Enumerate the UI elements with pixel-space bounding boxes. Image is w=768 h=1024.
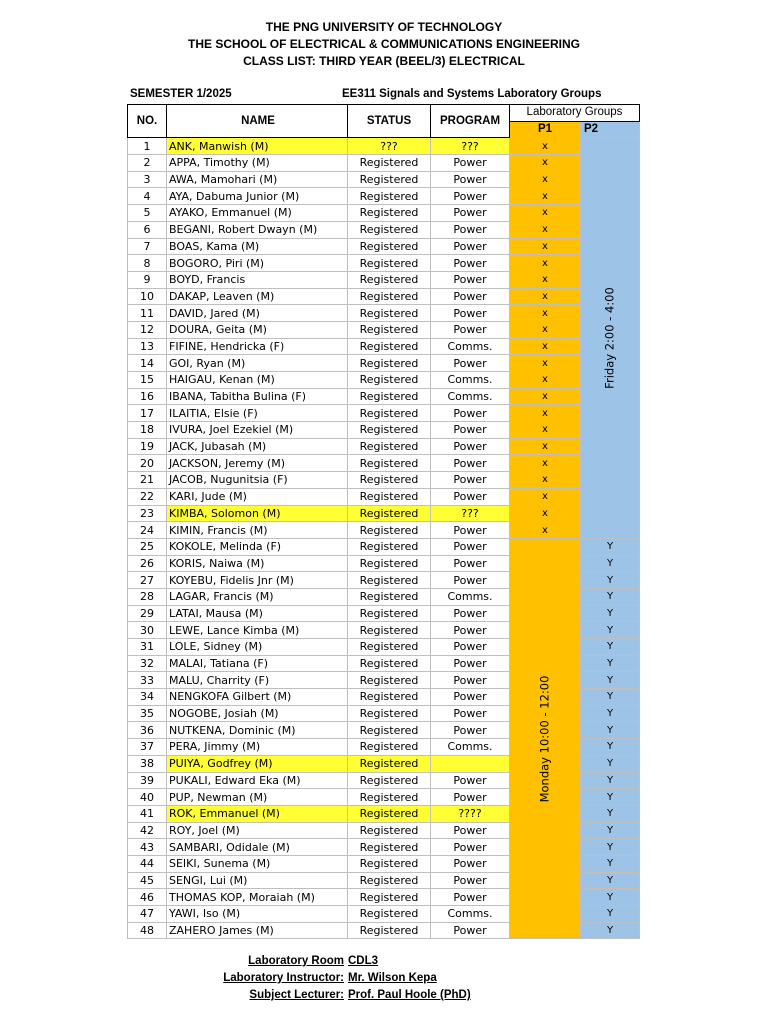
- row-p2-mark: Y: [581, 922, 640, 939]
- row-program: Power: [431, 889, 510, 906]
- row-status: Registered: [348, 505, 431, 522]
- row-status: Registered: [348, 388, 431, 405]
- row-p2-mark: Y: [581, 722, 640, 739]
- row-number: 30: [128, 622, 167, 639]
- row-name: AYA, Dabuma Junior (M): [167, 188, 348, 205]
- row-p1-mark: x: [510, 355, 581, 372]
- row-number: 19: [128, 438, 167, 455]
- row-name: BOGORO, Piri (M): [167, 255, 348, 272]
- row-name: BOAS, Kama (M): [167, 238, 348, 255]
- p2-header: P2: [581, 121, 640, 138]
- row-program: Power: [431, 305, 510, 322]
- row-number: 43: [128, 839, 167, 856]
- row-number: 1: [128, 138, 167, 155]
- row-number: 40: [128, 789, 167, 806]
- row-p1-mark: x: [510, 188, 581, 205]
- table-row: [128, 538, 640, 555]
- row-program: ???: [431, 138, 510, 155]
- row-number: 48: [128, 922, 167, 939]
- row-name: JACOB, Nugunitsia (F): [167, 472, 348, 489]
- row-p1-mark: x: [510, 221, 581, 238]
- row-name: AYAKO, Emmanuel (M): [167, 205, 348, 222]
- table-row: [128, 188, 640, 205]
- row-program: Power: [431, 605, 510, 622]
- row-program: Comms.: [431, 372, 510, 389]
- table-row: [128, 472, 640, 489]
- row-name: JACKSON, Jeremy (M): [167, 455, 348, 472]
- instructor-value: Mr. Wilson Kepa: [348, 972, 437, 984]
- row-p1-mark: x: [510, 488, 581, 505]
- row-name: APPA, Timothy (M): [167, 155, 348, 172]
- row-program: Power: [431, 522, 510, 539]
- table-row: [128, 505, 640, 522]
- row-name: ANK, Manwish (M): [167, 138, 348, 155]
- row-p1-mark: x: [510, 238, 581, 255]
- row-p2-mark: Y: [581, 805, 640, 822]
- row-status: Registered: [348, 639, 431, 656]
- row-p2-mark: Y: [581, 755, 640, 772]
- row-status: Registered: [348, 906, 431, 923]
- row-status: Registered: [348, 522, 431, 539]
- row-p1-mark: x: [510, 255, 581, 272]
- row-name: THOMAS KOP, Moraiah (M): [167, 889, 348, 906]
- row-status: Registered: [348, 772, 431, 789]
- col-program-header: PROGRAM: [431, 105, 510, 138]
- row-status: Registered: [348, 739, 431, 756]
- row-name: PUIYA, Godfrey (M): [167, 755, 348, 772]
- row-p2-mark: Y: [581, 639, 640, 656]
- row-status: Registered: [348, 205, 431, 222]
- class-list-title: CLASS LIST: THIRD YEAR (BEEL/3) ELECTRICAL: [243, 54, 525, 68]
- row-name: SEIKI, Sunema (M): [167, 855, 348, 872]
- row-status: Registered: [348, 839, 431, 856]
- col-no-header: NO.: [128, 105, 167, 138]
- row-name: SAMBARI, Odidale (M): [167, 839, 348, 856]
- row-program: Power: [431, 472, 510, 489]
- table-row: [128, 321, 640, 338]
- p1-time-cell: [510, 538, 581, 939]
- row-status: Registered: [348, 372, 431, 389]
- row-p2-mark: Y: [581, 555, 640, 572]
- row-status: Registered: [348, 355, 431, 372]
- p1-header: P1: [510, 121, 581, 138]
- university-title: THE PNG UNIVERSITY OF TECHNOLOGY: [265, 20, 503, 34]
- table-row: [128, 138, 640, 155]
- row-status: Registered: [348, 288, 431, 305]
- row-number: 3: [128, 171, 167, 188]
- row-p2-mark: Y: [581, 655, 640, 672]
- row-number: 22: [128, 488, 167, 505]
- row-number: 8: [128, 255, 167, 272]
- table-row: [128, 221, 640, 238]
- row-program: Power: [431, 872, 510, 889]
- row-p2-mark: Y: [581, 772, 640, 789]
- row-program: Power: [431, 922, 510, 939]
- row-status: Registered: [348, 588, 431, 605]
- row-program: Power: [431, 271, 510, 288]
- row-p1-mark: x: [510, 305, 581, 322]
- row-number: 11: [128, 305, 167, 322]
- row-number: 33: [128, 672, 167, 689]
- row-name: LEWE, Lance Kimba (M): [167, 622, 348, 639]
- row-p1-mark: x: [510, 271, 581, 288]
- row-number: 39: [128, 772, 167, 789]
- class-list-table: [127, 104, 640, 939]
- row-program: Power: [431, 705, 510, 722]
- row-program: ???: [431, 505, 510, 522]
- row-name: PUP, Newman (M): [167, 789, 348, 806]
- row-number: 24: [128, 522, 167, 539]
- row-number: 5: [128, 205, 167, 222]
- row-program: Power: [431, 438, 510, 455]
- row-p1-mark: x: [510, 205, 581, 222]
- row-name: KIMIN, Francis (M): [167, 522, 348, 539]
- row-name: NOGOBE, Josiah (M): [167, 705, 348, 722]
- row-number: 45: [128, 872, 167, 889]
- row-program: Power: [431, 622, 510, 639]
- row-number: 35: [128, 705, 167, 722]
- row-p2-mark: Y: [581, 889, 640, 906]
- table-row: [128, 388, 640, 405]
- row-number: 28: [128, 588, 167, 605]
- row-name: ROK, Emmanuel (M): [167, 805, 348, 822]
- row-number: 9: [128, 271, 167, 288]
- row-p2-mark: Y: [581, 906, 640, 923]
- table-row: [128, 155, 640, 172]
- row-status: ???: [348, 138, 431, 155]
- row-status: Registered: [348, 305, 431, 322]
- row-program: Power: [431, 221, 510, 238]
- row-number: 13: [128, 338, 167, 355]
- row-status: Registered: [348, 755, 431, 772]
- row-program: Power: [431, 639, 510, 656]
- row-program: Comms.: [431, 739, 510, 756]
- row-status: Registered: [348, 422, 431, 439]
- row-number: 16: [128, 388, 167, 405]
- row-status: Registered: [348, 188, 431, 205]
- row-name: KORIS, Naiwa (M): [167, 555, 348, 572]
- row-name: BOYD, Francis: [167, 271, 348, 288]
- row-status: Registered: [348, 672, 431, 689]
- table-row: [128, 422, 640, 439]
- row-p1-mark: x: [510, 388, 581, 405]
- row-name: IBANA, Tabitha Bulina (F): [167, 388, 348, 405]
- row-p1-mark: x: [510, 455, 581, 472]
- row-program: Power: [431, 288, 510, 305]
- row-status: Registered: [348, 321, 431, 338]
- row-name: GOI, Ryan (M): [167, 355, 348, 372]
- row-status: Registered: [348, 171, 431, 188]
- row-status: Registered: [348, 722, 431, 739]
- row-name: IVURA, Joel Ezekiel (M): [167, 422, 348, 439]
- row-p2-mark: Y: [581, 689, 640, 706]
- lecturer-value: Prof. Paul Hoole (PhD): [348, 989, 471, 1001]
- row-number: 18: [128, 422, 167, 439]
- row-name: DAKAP, Leaven (M): [167, 288, 348, 305]
- row-name: KIMBA, Solomon (M): [167, 505, 348, 522]
- row-p1-mark: x: [510, 405, 581, 422]
- row-name: LAGAR, Francis (M): [167, 588, 348, 605]
- row-program: Power: [431, 455, 510, 472]
- table-row: [128, 338, 640, 355]
- row-number: 14: [128, 355, 167, 372]
- semester-label: SEMESTER 1/2025: [130, 88, 232, 100]
- row-status: Registered: [348, 572, 431, 589]
- row-program: Power: [431, 188, 510, 205]
- row-name: DOURA, Geita (M): [167, 321, 348, 338]
- row-name: LOLE, Sidney (M): [167, 639, 348, 656]
- row-number: 36: [128, 722, 167, 739]
- row-name: ZAHERO James (M): [167, 922, 348, 939]
- row-status: Registered: [348, 488, 431, 505]
- row-status: Registered: [348, 155, 431, 172]
- row-p1-mark: x: [510, 505, 581, 522]
- row-program: Power: [431, 538, 510, 555]
- row-name: SENGI, Lui (M): [167, 872, 348, 889]
- row-program: Power: [431, 155, 510, 172]
- table-row: [128, 171, 640, 188]
- row-number: 32: [128, 655, 167, 672]
- row-program: Power: [431, 672, 510, 689]
- table-row: [128, 288, 640, 305]
- row-number: 42: [128, 822, 167, 839]
- row-status: Registered: [348, 705, 431, 722]
- row-status: Registered: [348, 455, 431, 472]
- row-p1-mark: x: [510, 155, 581, 172]
- row-program: Comms.: [431, 338, 510, 355]
- row-status: Registered: [348, 605, 431, 622]
- col-groups-header: Laboratory Groups: [510, 105, 640, 122]
- row-name: NUTKENA, Dominic (M): [167, 722, 348, 739]
- row-program: Power: [431, 422, 510, 439]
- table-row: [128, 255, 640, 272]
- row-name: KARI, Jude (M): [167, 488, 348, 505]
- row-program: Comms.: [431, 906, 510, 923]
- row-number: 21: [128, 472, 167, 489]
- table-row: [128, 205, 640, 222]
- instructor-label: Laboratory Instructor:: [223, 972, 344, 984]
- row-number: 17: [128, 405, 167, 422]
- row-p2-mark: Y: [581, 538, 640, 555]
- row-name: PUKALI, Edward Eka (M): [167, 772, 348, 789]
- table-row: [128, 405, 640, 422]
- row-status: Registered: [348, 789, 431, 806]
- row-name: DAVID, Jared (M): [167, 305, 348, 322]
- row-name: ROY, Joel (M): [167, 822, 348, 839]
- row-p1-mark: x: [510, 522, 581, 539]
- row-number: 44: [128, 855, 167, 872]
- row-status: Registered: [348, 338, 431, 355]
- row-program: Power: [431, 839, 510, 856]
- table-row: [128, 522, 640, 539]
- row-status: Registered: [348, 622, 431, 639]
- row-name: BEGANI, Robert Dwayn (M): [167, 221, 348, 238]
- row-number: 2: [128, 155, 167, 172]
- row-name: JACK, Jubasah (M): [167, 438, 348, 455]
- row-name: AWA, Mamohari (M): [167, 171, 348, 188]
- row-program: ????: [431, 805, 510, 822]
- row-number: 15: [128, 372, 167, 389]
- row-status: Registered: [348, 472, 431, 489]
- school-title: THE SCHOOL OF ELECTRICAL & COMMUNICATIONS ENGINEERING: [187, 37, 580, 51]
- row-program: Comms.: [431, 588, 510, 605]
- table-row: [128, 271, 640, 288]
- course-title: EE311 Signals and Systems Laboratory Groups: [342, 88, 602, 100]
- row-status: Registered: [348, 822, 431, 839]
- row-number: 38: [128, 755, 167, 772]
- row-p2-mark: Y: [581, 739, 640, 756]
- row-status: Registered: [348, 438, 431, 455]
- row-number: 7: [128, 238, 167, 255]
- row-number: 34: [128, 689, 167, 706]
- table-row: [128, 372, 640, 389]
- row-status: Registered: [348, 855, 431, 872]
- row-name: MALAI, Tatiana (F): [167, 655, 348, 672]
- row-number: 26: [128, 555, 167, 572]
- table-row: [128, 438, 640, 455]
- row-p1-mark: x: [510, 321, 581, 338]
- table-row: [128, 455, 640, 472]
- row-number: 12: [128, 321, 167, 338]
- row-status: Registered: [348, 889, 431, 906]
- row-status: Registered: [348, 805, 431, 822]
- row-name: PERA, Jimmy (M): [167, 739, 348, 756]
- row-p2-mark: Y: [581, 705, 640, 722]
- row-p1-mark: x: [510, 338, 581, 355]
- row-status: Registered: [348, 238, 431, 255]
- row-p2-mark: Y: [581, 588, 640, 605]
- row-status: Registered: [348, 922, 431, 939]
- row-p1-mark: x: [510, 438, 581, 455]
- row-program: Power: [431, 855, 510, 872]
- row-program: Power: [431, 689, 510, 706]
- row-program: Power: [431, 822, 510, 839]
- row-p2-mark: Y: [581, 789, 640, 806]
- row-name: LATAI, Mausa (M): [167, 605, 348, 622]
- row-status: Registered: [348, 655, 431, 672]
- row-number: 37: [128, 739, 167, 756]
- row-program: Power: [431, 205, 510, 222]
- row-name: MALU, Charrity (F): [167, 672, 348, 689]
- row-p2-mark: Y: [581, 622, 640, 639]
- row-p1-mark: x: [510, 138, 581, 155]
- row-number: 41: [128, 805, 167, 822]
- row-p2-mark: Y: [581, 672, 640, 689]
- row-program: Power: [431, 488, 510, 505]
- row-program: Comms.: [431, 388, 510, 405]
- row-program: Power: [431, 772, 510, 789]
- table-row: [128, 488, 640, 505]
- table-row: [128, 305, 640, 322]
- row-number: 6: [128, 221, 167, 238]
- row-program: Power: [431, 655, 510, 672]
- row-p1-mark: x: [510, 472, 581, 489]
- row-program: Power: [431, 405, 510, 422]
- row-p1-mark: x: [510, 422, 581, 439]
- row-program: [431, 755, 510, 772]
- row-status: Registered: [348, 555, 431, 572]
- row-number: 4: [128, 188, 167, 205]
- row-name: NENGKOFA Gilbert (M): [167, 689, 348, 706]
- row-program: Power: [431, 789, 510, 806]
- col-name-header: NAME: [167, 105, 348, 138]
- row-status: Registered: [348, 271, 431, 288]
- row-status: Registered: [348, 689, 431, 706]
- p2-time-cell: [581, 138, 640, 539]
- row-p1-mark: x: [510, 372, 581, 389]
- row-program: Power: [431, 572, 510, 589]
- row-name: ILAITIA, Elsie (F): [167, 405, 348, 422]
- row-number: 27: [128, 572, 167, 589]
- row-program: Power: [431, 171, 510, 188]
- row-number: 31: [128, 639, 167, 656]
- row-p1-mark: x: [510, 171, 581, 188]
- row-status: Registered: [348, 538, 431, 555]
- row-number: 23: [128, 505, 167, 522]
- row-number: 29: [128, 605, 167, 622]
- room-label: Laboratory Room: [248, 955, 344, 967]
- row-p2-mark: Y: [581, 839, 640, 856]
- p1-time-label: Monday 10:00 - 12:00: [537, 675, 552, 803]
- row-name: FIFINE, Hendricka (F): [167, 338, 348, 355]
- row-p2-mark: Y: [581, 872, 640, 889]
- row-name: HAIGAU, Kenan (M): [167, 372, 348, 389]
- row-p2-mark: Y: [581, 605, 640, 622]
- row-p1-mark: x: [510, 288, 581, 305]
- row-program: Power: [431, 355, 510, 372]
- row-program: Power: [431, 255, 510, 272]
- row-status: Registered: [348, 255, 431, 272]
- row-program: Power: [431, 238, 510, 255]
- lecturer-label: Subject Lecturer:: [249, 989, 344, 1001]
- row-status: Registered: [348, 221, 431, 238]
- row-status: Registered: [348, 405, 431, 422]
- table-header-row: [128, 105, 640, 122]
- row-program: Power: [431, 555, 510, 572]
- row-status: Registered: [348, 872, 431, 889]
- room-value: CDL3: [348, 955, 379, 967]
- row-p2-mark: Y: [581, 572, 640, 589]
- row-p2-mark: Y: [581, 855, 640, 872]
- row-program: Power: [431, 321, 510, 338]
- col-status-header: STATUS: [348, 105, 431, 138]
- row-name: KOYEBU, Fidelis Jnr (M): [167, 572, 348, 589]
- table-row: [128, 355, 640, 372]
- row-p2-mark: Y: [581, 822, 640, 839]
- row-number: 10: [128, 288, 167, 305]
- row-name: KOKOLE, Melinda (F): [167, 538, 348, 555]
- row-number: 25: [128, 538, 167, 555]
- row-number: 46: [128, 889, 167, 906]
- row-number: 20: [128, 455, 167, 472]
- row-name: YAWI, Iso (M): [167, 906, 348, 923]
- row-program: Power: [431, 722, 510, 739]
- row-number: 47: [128, 906, 167, 923]
- p2-time-label: Friday 2:00 - 4:00: [602, 287, 617, 389]
- table-row: [128, 238, 640, 255]
